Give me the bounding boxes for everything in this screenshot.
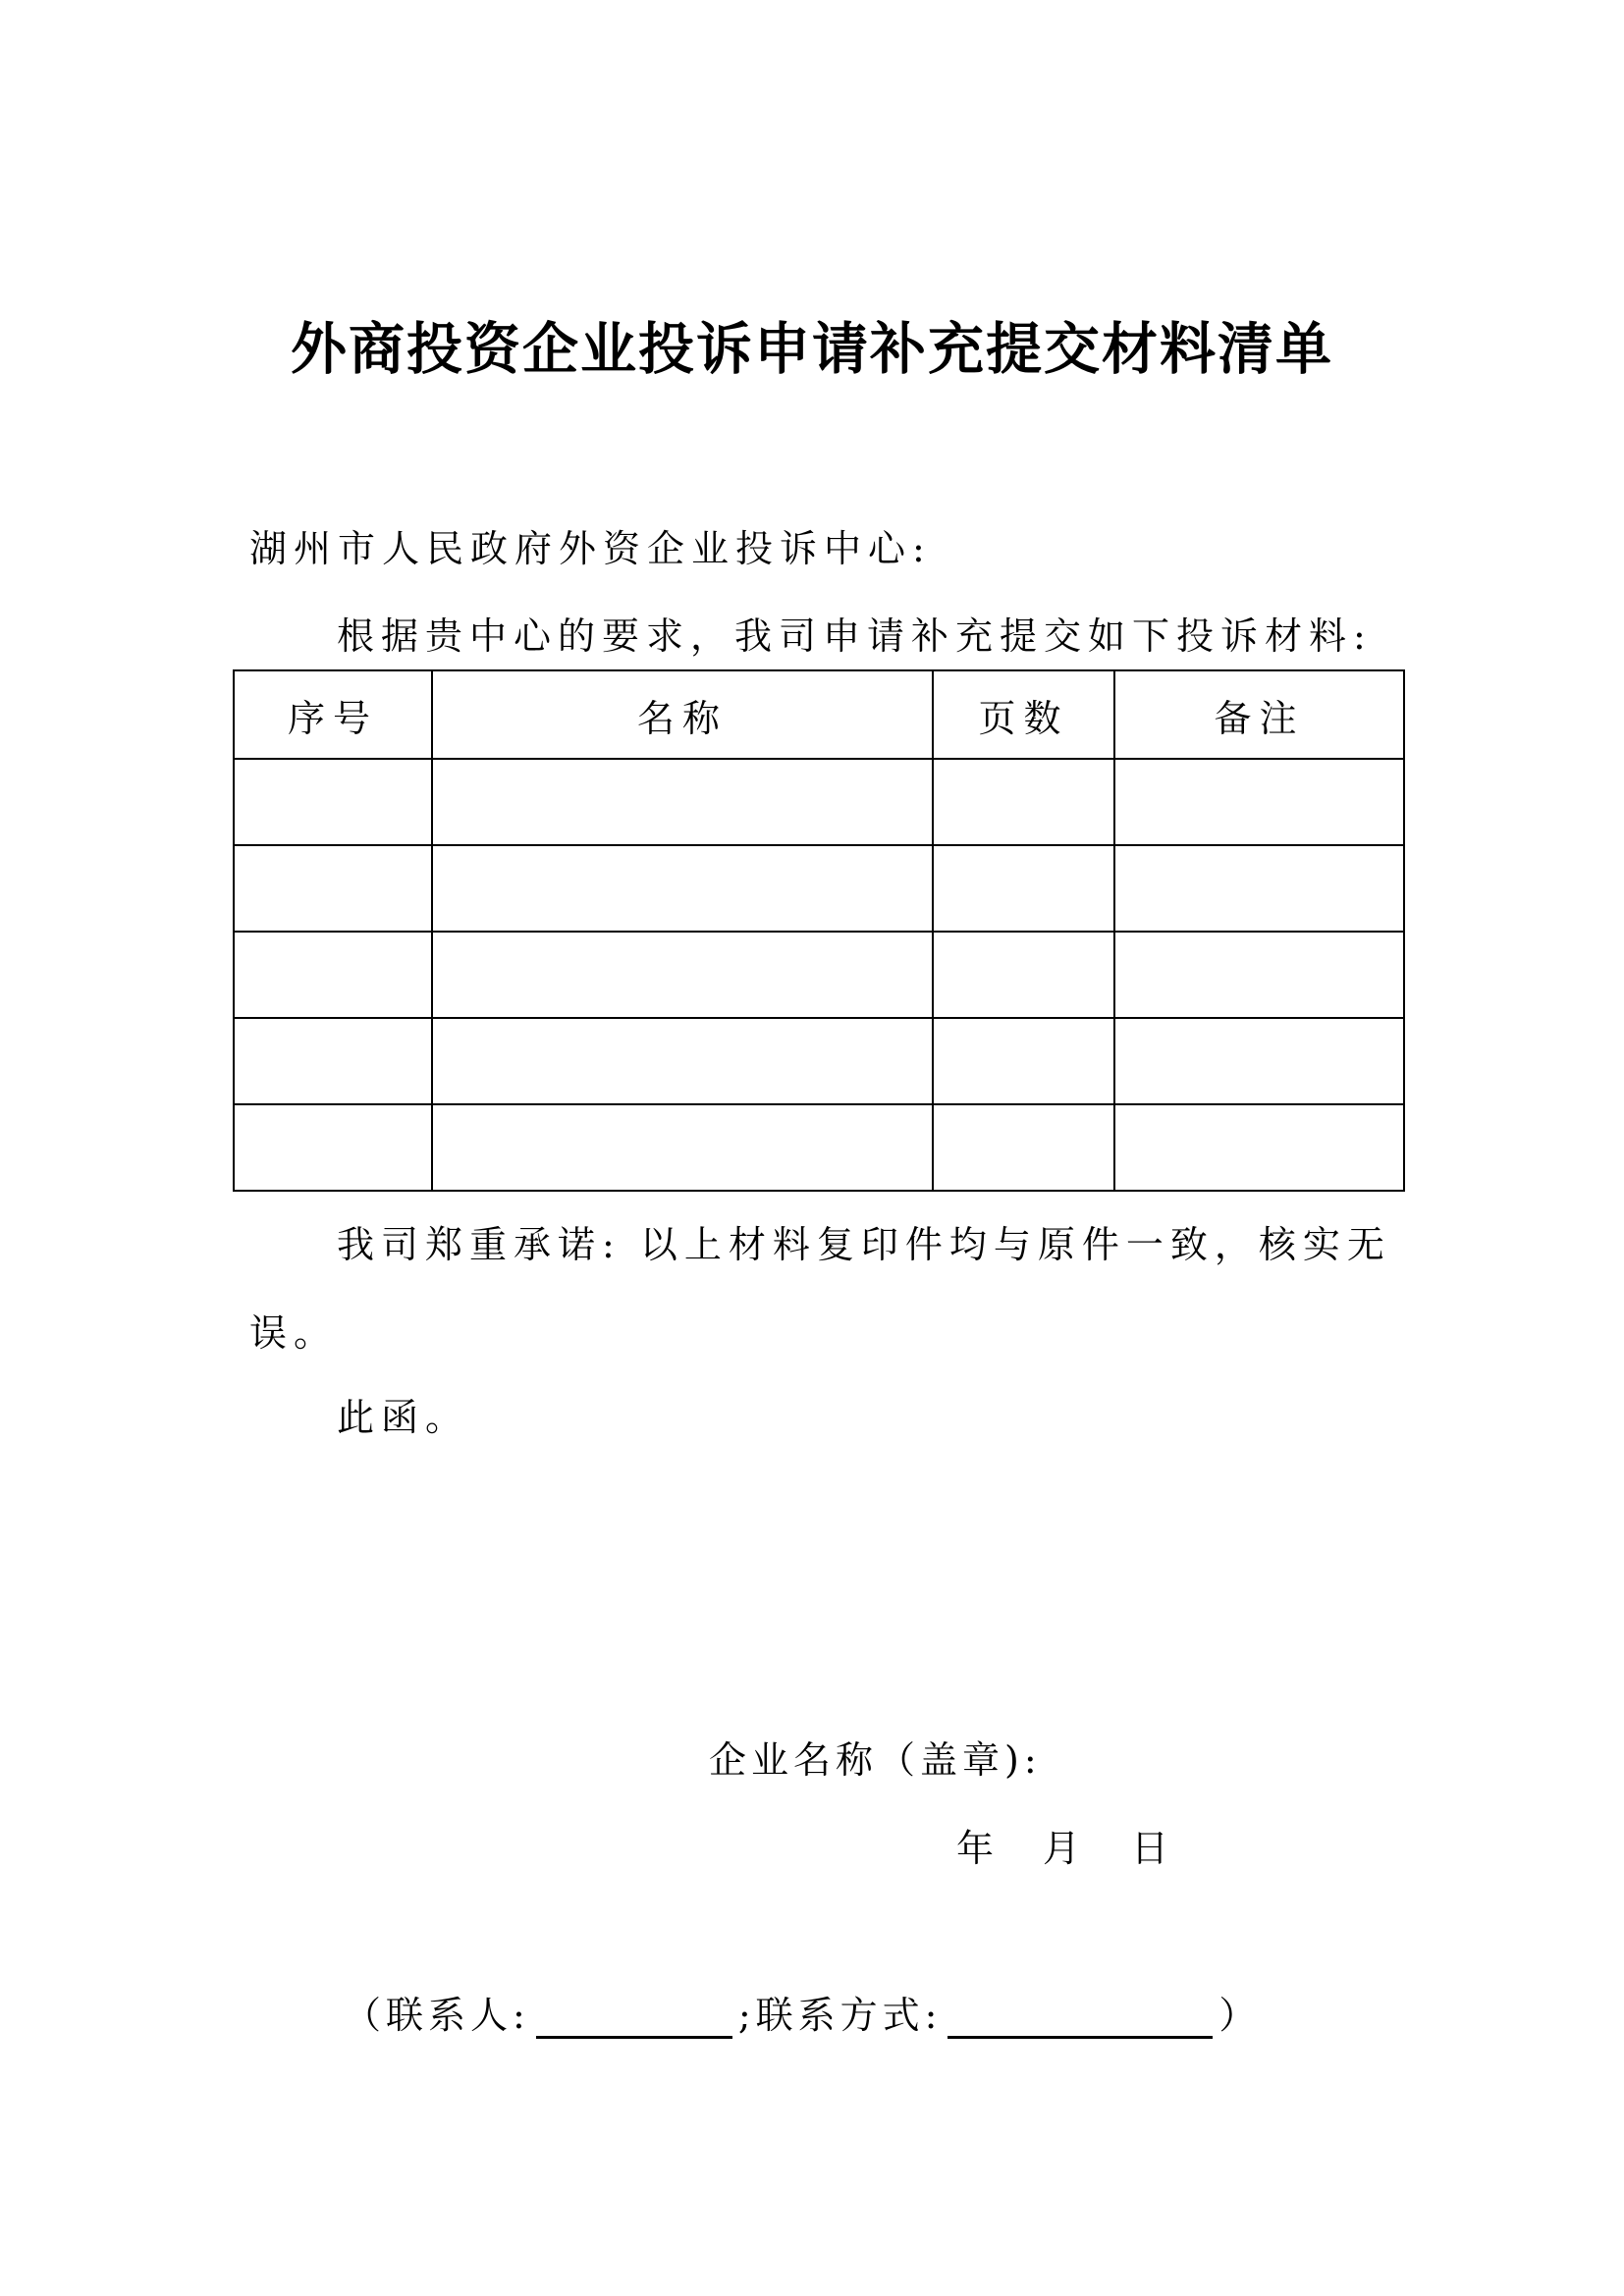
cell-remarks[interactable]: [1114, 1104, 1404, 1191]
cell-index[interactable]: [234, 1018, 432, 1104]
header-name: 名称: [432, 670, 933, 759]
cell-pages[interactable]: [933, 1018, 1114, 1104]
contact-line: [344, 1985, 1261, 2039]
header-pages: 页数: [933, 670, 1114, 759]
table-row: [234, 932, 1404, 1018]
cell-name[interactable]: [432, 845, 933, 932]
recipient-line: 湖州市人民政府外资企业投诉中心:: [249, 527, 932, 570]
cell-index[interactable]: [234, 1104, 432, 1191]
cell-name[interactable]: [432, 759, 933, 845]
table-row: [234, 1018, 1404, 1104]
header-index: 序号: [234, 670, 432, 759]
cell-name[interactable]: [432, 932, 933, 1018]
date-year-label: 年: [956, 1827, 995, 1870]
contact-person-label: （联系人:: [344, 1994, 530, 2037]
contact-method-field[interactable]: [947, 1997, 1213, 2039]
document-title: 外商投资企业投诉申请补充提交材料清单: [291, 316, 1333, 382]
cell-pages[interactable]: [933, 845, 1114, 932]
header-remarks: 备注: [1114, 670, 1404, 759]
table-header-row: [234, 670, 1404, 759]
contact-close-paren: ）: [1218, 1994, 1262, 2037]
materials-table: [233, 669, 1405, 1192]
cell-remarks[interactable]: [1114, 932, 1404, 1018]
contact-person-field[interactable]: [536, 1997, 732, 2039]
cell-remarks[interactable]: [1114, 759, 1404, 845]
cell-index[interactable]: [234, 932, 432, 1018]
table-row: [234, 1104, 1404, 1191]
promise-paragraph-line2: 误。: [249, 1311, 339, 1355]
cell-index[interactable]: [234, 845, 432, 932]
cell-index[interactable]: [234, 759, 432, 845]
cell-name[interactable]: [432, 1018, 933, 1104]
cell-name[interactable]: [432, 1104, 933, 1191]
cell-remarks[interactable]: [1114, 845, 1404, 932]
cell-pages[interactable]: [933, 1104, 1114, 1191]
table-row: [234, 759, 1404, 845]
intro-paragraph: 根据贵中心的要求，我司申请补充提交如下投诉材料:: [337, 614, 1373, 658]
promise-paragraph-line1: 我司郑重承诺: 以上材料复印件均与原件一致，核实无: [337, 1223, 1391, 1266]
cell-pages[interactable]: [933, 932, 1114, 1018]
table-row: [234, 845, 1404, 932]
closing-line: 此函。: [337, 1396, 470, 1439]
company-seal-label: 企业名称（盖章):: [709, 1738, 1042, 1782]
cell-remarks[interactable]: [1114, 1018, 1404, 1104]
date-day-label: 日: [1131, 1827, 1169, 1870]
contact-method-label: ;联系方式:: [737, 1994, 943, 2037]
date-month-label: 月: [1043, 1827, 1081, 1870]
cell-pages[interactable]: [933, 759, 1114, 845]
